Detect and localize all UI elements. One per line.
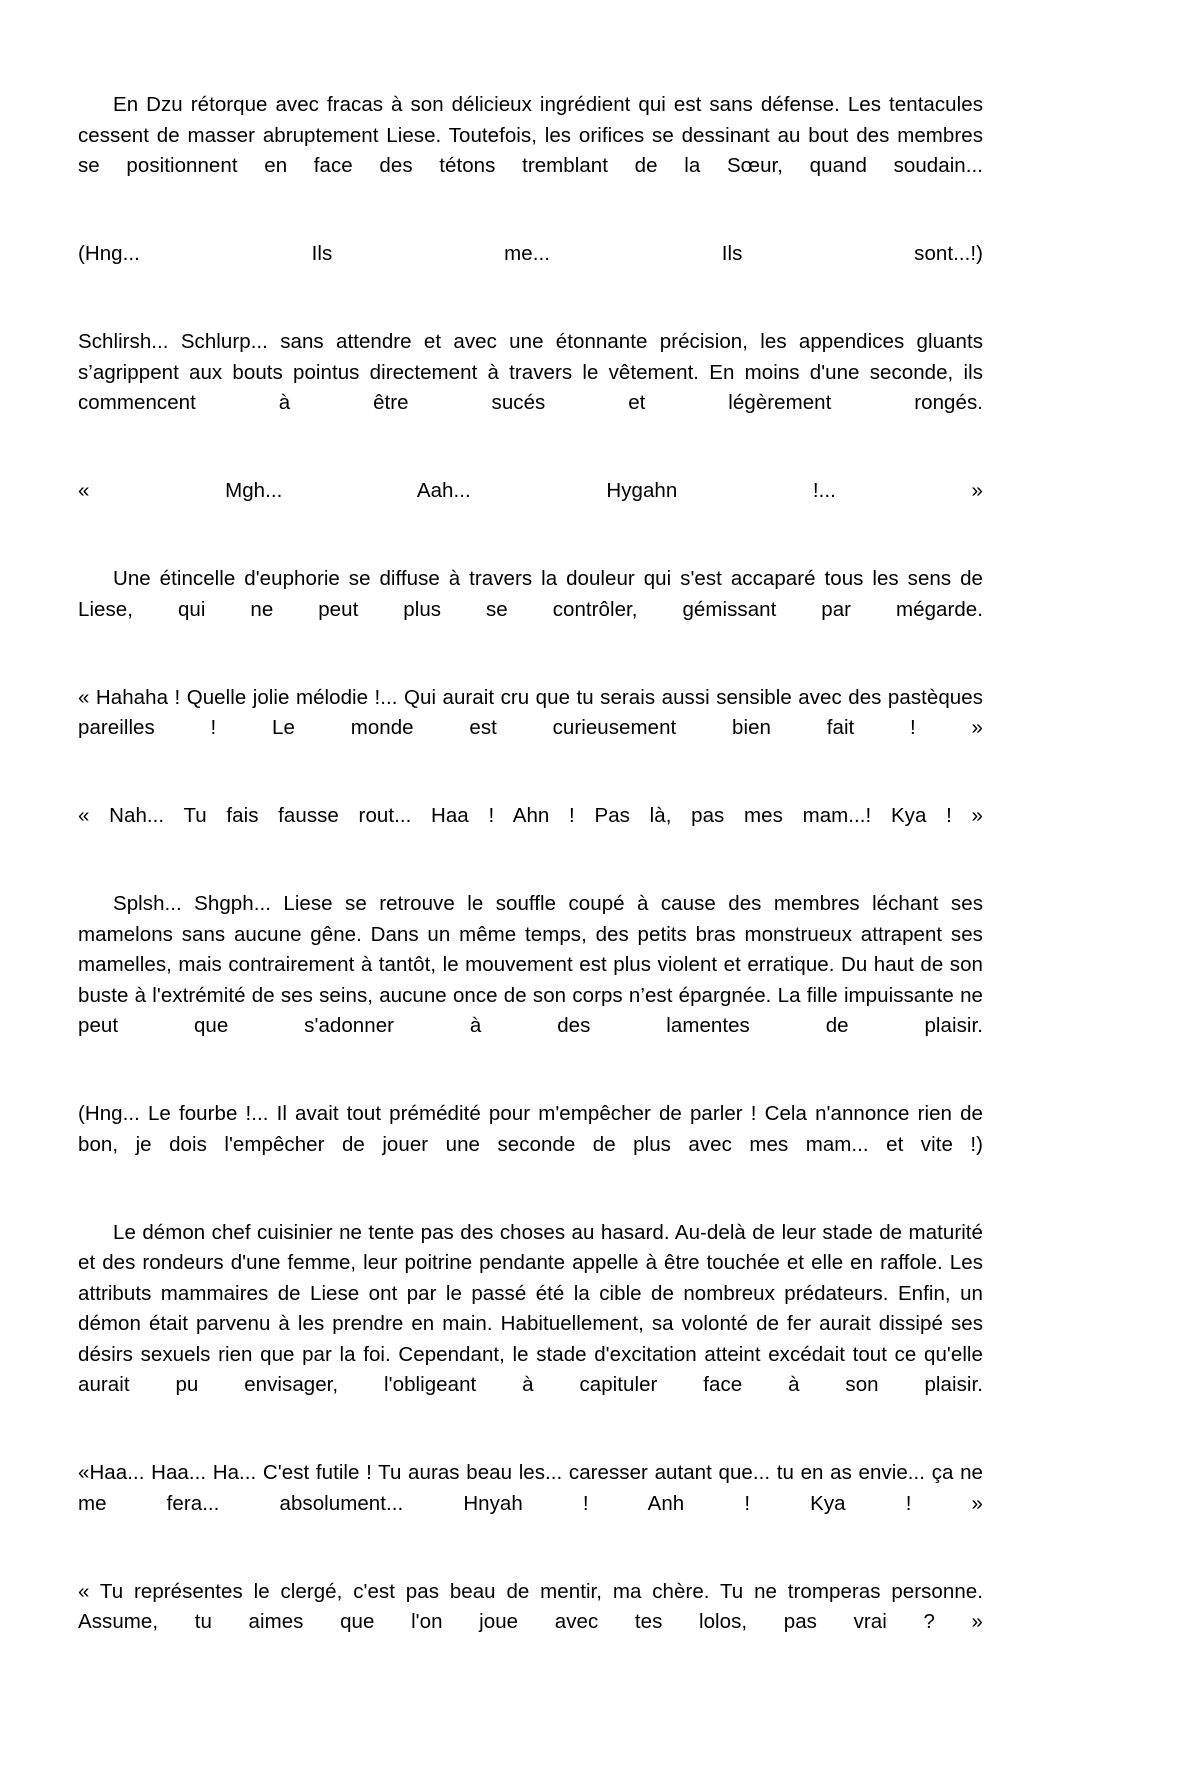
paragraph: Une étincelle d'euphorie se diffuse à travers la douleur qui s'est accaparé tous les sens de Liese, qui ne peut plus se contrôler, gémissant par mégarde.	[78, 567, 983, 621]
paragraph: En Dzu rétorque avec fracas à son délicieux ingrédient qui est sans défense. Les tentacules cessent de masser abruptement Liese. Toutefois, les orifices se dessinant au bout des membres se positionnent en face des tétons tremblant de la Sœur, quand soudain...	[78, 93, 983, 177]
paragraph: « Mgh... Aah... Hygahn !... »	[78, 479, 983, 502]
document-body	[78, 90, 983, 1695]
paragraph: (Hng... Ils me... Ils sont...!)	[78, 242, 983, 265]
paragraph: Schlirsh... Schlurp... sans attendre et avec une étonnante précision, les appendices gluants s’agrippent aux bouts pointus directement à travers le vêtement. En moins d'une seconde, ils commencent à être sucés et légèrement rongés.	[78, 330, 983, 414]
paragraph: «Haa... Haa... Ha... C'est futile ! Tu auras beau les... caresser autant que... tu en as envie... ça ne me fera... absolument... Hnyah ! Anh ! Kya ! »	[78, 1461, 983, 1515]
paragraph: Splsh... Shgph... Liese se retrouve le souffle coupé à cause des membres léchant ses mamelons sans aucune gêne. Dans un même temps, des petits bras monstrueux attrapent ses mamelles, mais contrairement à tantôt, le mouvement est plus violent et erratique. Du haut de son buste à l'extrémité de ses seins, aucune once de son corps n’est épargnée. La fille impuissante ne peut que s'adonner à des lamentes de plaisir.	[78, 892, 983, 1037]
paragraph: « Nah... Tu fais fausse rout... Haa ! Ahn ! Pas là, pas mes mam...! Kya ! »	[78, 804, 983, 827]
paragraph: « Hahaha ! Quelle jolie mélodie !... Qui aurait cru que tu serais aussi sensible avec des pastèques pareilles ! Le monde est curieusement bien fait ! »	[78, 685, 983, 739]
paragraph: « Tu représentes le clergé, c'est pas beau de mentir, ma chère. Tu ne tromperas personne. Assume, tu aimes que l'on joue avec tes lolos, pas vrai ? »	[78, 1579, 983, 1633]
paragraph: Le démon chef cuisinier ne tente pas des choses au hasard. Au-delà de leur stade de maturité et des rondeurs d'une femme, leur poitrine pendante appelle à être touchée et elle en raffole. Les attributs mammaires de Liese ont par le passé été la cible de nombreux prédateurs. Enfin, un démon était parvenu à les prendre en main. Habituellement, sa volonté de fer aurait dissipé ses désirs sexuels rien que par la foi. Cependant, le stade d'excitation atteint excédait tout ce qu'elle aurait pu envisager, l'obligeant à capituler face à son plaisir.	[78, 1220, 983, 1396]
paragraph: (Hng... Le fourbe !... Il avait tout prémédité pour m'empêcher de parler ! Cela n'annonce rien de bon, je dois l'empêcher de jouer une seconde de plus avec mes mam... et vite !)	[78, 1102, 983, 1156]
